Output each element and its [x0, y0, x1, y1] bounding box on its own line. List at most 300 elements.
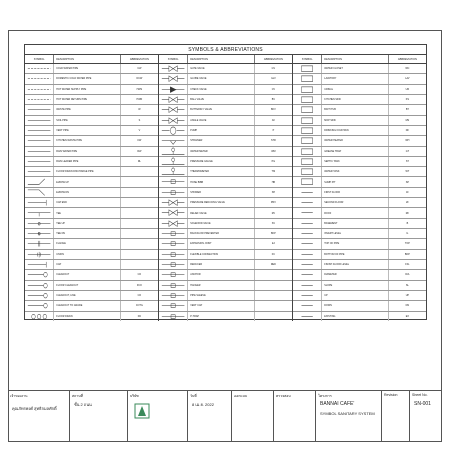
abbreviation-cell: RL	[137, 159, 141, 163]
location-value: ชั้น 2 ถนน	[74, 402, 92, 407]
valve-icon	[159, 208, 187, 217]
abbreviation-cell: UR	[405, 87, 410, 91]
legend-row	[159, 167, 292, 177]
legend-row	[25, 301, 158, 311]
legend-row	[293, 250, 426, 260]
symbol-cell	[25, 188, 54, 197]
abbreviation-cell: FC	[271, 252, 275, 256]
description-cell: SLOPE	[322, 281, 389, 290]
description-cell: INVERT LEVEL	[322, 229, 389, 238]
description-cell: WATER TANK	[322, 167, 389, 176]
symbols-legend-table	[24, 44, 427, 320]
symbol-cell	[25, 208, 54, 217]
legend-row	[25, 177, 158, 187]
legend-rows	[293, 64, 426, 321]
legend-row	[293, 74, 426, 84]
description-cell: P-TRAP	[188, 312, 255, 321]
legend-columns	[25, 55, 426, 321]
description-cell: PUMP	[188, 126, 255, 135]
symbol-cell	[159, 239, 188, 248]
vent-cap-icon	[159, 301, 187, 310]
legend-row	[293, 188, 426, 198]
legend-row	[159, 74, 292, 84]
tb-client-cell	[8, 391, 70, 442]
abbreviation-cell: PRV	[270, 201, 276, 205]
abbreviation-cell: BOP	[404, 252, 410, 256]
description-cell: TEE	[54, 208, 121, 217]
symbol-cell	[25, 239, 54, 248]
description-cell: FLOOR DRAIN	[54, 312, 121, 321]
symbol-cell	[293, 229, 322, 238]
legend-row	[159, 229, 292, 239]
symbol-cell	[293, 116, 322, 125]
hanger-icon	[159, 281, 187, 290]
description-cell: TEE UP	[54, 219, 121, 228]
title-block	[8, 390, 442, 442]
legend-row	[293, 177, 426, 187]
legend-title: SYMBOLS & ABBREVIATIONS	[25, 45, 426, 55]
abbreviation-cell: WM	[271, 149, 276, 153]
symbol-cell	[293, 198, 322, 207]
header-description: DESCRIPTION	[54, 55, 121, 63]
symbol-cell	[159, 219, 188, 228]
abbreviation-cell: TM	[271, 170, 276, 174]
symbol-cell	[293, 219, 322, 228]
company-name: บริษัท	[130, 394, 139, 398]
description-cell: FLANGE	[54, 239, 121, 248]
dashed-line-icon	[25, 85, 53, 94]
description-cell: BASEMENT	[322, 219, 389, 228]
description-cell: EXISTING	[322, 312, 389, 321]
abbreviation-cell: KS	[405, 98, 409, 102]
symbol-cell	[159, 136, 188, 145]
description-cell: BALL VALVE	[188, 95, 255, 104]
legend-row	[25, 260, 158, 270]
legend-row	[293, 116, 426, 126]
shower-icon	[159, 188, 187, 197]
description-cell: ANCHOR	[188, 270, 255, 279]
abbreviation-cell: CW	[137, 67, 142, 71]
tee-up-icon	[25, 219, 53, 228]
abbreviation-cell: SV	[271, 221, 275, 225]
description-cell: BOTTOM OF PIPE	[322, 250, 389, 259]
description-cell: GATE VALVE	[188, 64, 255, 73]
header-symbol: SYMBOL	[293, 55, 322, 63]
abbreviation-cell: UP	[405, 294, 410, 298]
union-icon	[25, 250, 53, 259]
project-label: โครงการ	[318, 394, 332, 398]
legend-row	[159, 105, 292, 115]
column-header	[25, 55, 158, 64]
symbol-cell	[25, 260, 54, 269]
symbol-cell	[293, 126, 322, 135]
description-cell: PRESSURE GAUGE	[188, 157, 255, 166]
symbol-cell	[25, 250, 54, 259]
legend-column	[25, 55, 159, 321]
legend-row	[25, 312, 158, 321]
abbreviation-cell: WT	[405, 170, 410, 174]
text-icon	[293, 198, 321, 207]
symbol-cell	[25, 198, 54, 207]
legend-row	[159, 291, 292, 301]
drawn-label: ออกแบบ	[234, 394, 248, 398]
symbol-cell	[293, 291, 322, 300]
abbreviation-cell	[255, 281, 292, 290]
symbol-cell	[159, 85, 188, 94]
legend-row	[159, 136, 292, 146]
symbol-cell	[159, 105, 188, 114]
symbol-cell	[25, 74, 54, 83]
legend-row	[159, 188, 292, 198]
clean-out-icon	[25, 291, 53, 300]
header-abbreviation: ABBREVIATION	[263, 57, 283, 61]
description-cell: ELBOW DN	[54, 188, 121, 197]
legend-row	[25, 126, 158, 136]
tb-sheet-cell	[410, 391, 442, 442]
abbreviation-cell	[121, 167, 158, 176]
abbreviation-cell: FCO	[136, 283, 142, 287]
legend-row	[293, 260, 426, 270]
sheet-no: SN-001	[414, 401, 431, 407]
abbreviation-cell: DCW	[136, 77, 143, 81]
description-cell: THERMOMETER	[188, 167, 255, 176]
description-cell: CHECK VALVE	[188, 85, 255, 94]
description-cell: VENT PIPE	[54, 126, 121, 135]
abbreviation-cell: CO	[137, 273, 142, 277]
symbol-cell	[25, 136, 54, 145]
legend-row	[25, 208, 158, 218]
description-cell: SUMP PIT	[322, 177, 389, 186]
abbreviation-cell: GV	[271, 67, 276, 71]
text-icon	[293, 188, 321, 197]
description-cell: CLEANOUT TO GRADE	[54, 301, 121, 310]
abbreviation-cell: BV	[271, 98, 275, 102]
symbol-cell	[293, 95, 322, 104]
description-cell: RELIEF VALVE	[188, 208, 255, 217]
abbreviation-cell: MS	[405, 118, 410, 122]
legend-row	[293, 105, 426, 115]
tb-date-cell	[188, 391, 232, 442]
abbreviation-cell: BT	[405, 108, 409, 112]
description-cell: DRINKING FOUNTAIN	[322, 126, 389, 135]
abbreviation-cell	[121, 239, 158, 248]
text-icon	[293, 229, 321, 238]
description-cell: CLEANOUT, LINE	[54, 291, 121, 300]
floor-drain-icon	[25, 312, 53, 321]
header-symbol: SYMBOL	[159, 55, 188, 63]
symbol-cell	[25, 64, 54, 73]
symbol-cell	[159, 301, 188, 310]
legend-row	[293, 239, 426, 249]
symbol-cell	[25, 301, 54, 310]
hose-icon	[159, 177, 187, 186]
text-icon	[293, 291, 321, 300]
symbol-cell	[159, 177, 188, 186]
abbreviation-cell: B	[406, 221, 409, 225]
text-icon	[293, 260, 321, 269]
description-cell: KITCHEN WASTE PIPE	[54, 136, 121, 145]
legend-row	[25, 250, 158, 260]
date-label: วันที่	[190, 394, 197, 398]
trap-icon	[159, 312, 187, 321]
symbol-cell	[159, 74, 188, 83]
abbreviation-cell: IL	[406, 232, 409, 236]
legend-row	[293, 147, 426, 157]
legend-row	[25, 281, 158, 291]
abbreviation-cell: CV	[271, 87, 276, 91]
description-cell: URINAL	[322, 85, 389, 94]
line-icon	[25, 116, 53, 125]
symbol-cell	[293, 177, 322, 186]
symbol-cell	[293, 301, 322, 310]
legend-row	[159, 239, 292, 249]
abbreviation-cell: WH	[405, 139, 410, 143]
abbreviation-cell	[121, 208, 158, 217]
description-cell: CAP	[54, 260, 121, 269]
cap-icon	[25, 260, 53, 269]
symbol-cell	[293, 64, 322, 73]
symbol-cell	[293, 312, 322, 321]
text-icon	[293, 250, 321, 259]
description-cell: GLOBE VALVE	[188, 74, 255, 83]
client-name: คุณภัทรพงศ์ สุทธิกมลศักดิ์	[12, 406, 57, 411]
abbreviation-cell: DN	[405, 304, 410, 308]
symbol-cell	[25, 147, 54, 156]
abbreviation-cell	[121, 250, 158, 259]
symbol-cell	[293, 239, 322, 248]
abbreviation-cell: FD	[137, 314, 141, 318]
description-cell: BACKFLOW PREVENTER	[188, 229, 255, 238]
symbol-cell	[159, 260, 188, 269]
legend-row	[25, 239, 158, 249]
header-abbreviation: ABBREVIATION	[397, 57, 417, 61]
symbol-cell	[293, 147, 322, 156]
clean-out-icon	[25, 281, 53, 290]
elbow-down-icon	[25, 188, 53, 197]
location-label: สถานที่	[72, 394, 83, 398]
symbol-cell	[293, 270, 322, 279]
symbol-cell	[159, 167, 188, 176]
legend-row	[293, 167, 426, 177]
legend-row	[293, 291, 426, 301]
box-icon	[293, 147, 321, 156]
flexible-icon	[159, 250, 187, 259]
abbreviation-cell: HWS	[136, 87, 143, 91]
meter-icon	[159, 147, 187, 156]
line-icon	[25, 136, 53, 145]
reducer-icon	[159, 260, 187, 269]
valve-icon	[159, 198, 187, 207]
legend-row	[25, 116, 158, 126]
symbol-cell	[159, 229, 188, 238]
tb-project-cell	[316, 391, 382, 442]
legend-row	[25, 219, 158, 229]
legend-row	[25, 136, 158, 146]
abbreviation-cell: P	[272, 129, 275, 133]
symbol-cell	[293, 167, 322, 176]
symbol-cell	[25, 167, 54, 176]
abbreviation-cell	[121, 188, 158, 197]
abbreviation-cell: SL	[405, 283, 409, 287]
symbol-cell	[293, 74, 322, 83]
check-label: ตรวจสอบ	[276, 394, 291, 398]
header-description: DESCRIPTION	[188, 55, 255, 63]
legend-row	[159, 126, 292, 136]
legend-row	[159, 198, 292, 208]
abbreviation-cell: AV	[271, 118, 275, 122]
date-value: 8 เม.ย. 2022	[192, 402, 214, 407]
column-header	[293, 55, 426, 64]
text-icon	[293, 239, 321, 248]
symbol-cell	[293, 85, 322, 94]
tb-drawn-cell	[232, 391, 274, 442]
legend-row	[25, 229, 158, 239]
description-cell: HOT WATER RETURN PIPE	[54, 95, 121, 104]
abbreviation-cell: COTG	[135, 304, 143, 308]
description-cell: UNION	[54, 250, 121, 259]
valve-icon	[159, 95, 187, 104]
abbreviation-cell: KW	[137, 139, 142, 143]
legend-row	[293, 85, 426, 95]
symbol-cell	[159, 157, 188, 166]
box-icon	[293, 116, 321, 125]
description-cell: HOSE BIBB	[188, 177, 255, 186]
description-cell: HANGER	[188, 281, 255, 290]
abbreviation-cell: BFV	[271, 108, 276, 112]
text-icon	[293, 208, 321, 217]
description-cell: DIAMETER	[322, 270, 389, 279]
abbreviation-cell: RV	[271, 211, 275, 215]
box-icon	[293, 85, 321, 94]
symbol-cell	[159, 116, 188, 125]
description-cell: PIPE SLEEVE	[188, 291, 255, 300]
box-icon	[293, 167, 321, 176]
description-cell: VENT CAP	[188, 301, 255, 310]
legend-row	[25, 74, 158, 84]
description-cell: ROOF	[322, 208, 389, 217]
box-icon	[293, 126, 321, 135]
sleeve-icon	[159, 291, 187, 300]
description-cell: CLEANOUT	[54, 270, 121, 279]
valve-icon	[159, 74, 187, 83]
description-cell: MOP SINK	[322, 116, 389, 125]
legend-row	[293, 301, 426, 311]
sheet-label: Sheet No.	[412, 393, 428, 397]
symbol-cell	[25, 219, 54, 228]
abbreviation-cell	[121, 260, 158, 269]
elbow-up-icon	[25, 177, 53, 186]
header-abbreviation: ABBREVIATION	[129, 57, 149, 61]
symbol-cell	[293, 105, 322, 114]
abbreviation-cell: DIA	[405, 273, 410, 277]
abbreviation-cell: V	[138, 129, 141, 133]
legend-row	[25, 167, 158, 177]
legend-row	[293, 312, 426, 321]
legend-row	[159, 260, 292, 270]
legend-row	[25, 95, 158, 105]
abbreviation-cell: ST	[405, 159, 409, 163]
symbol-cell	[25, 229, 54, 238]
client-label: เจ้าของงาน	[10, 394, 28, 398]
description-cell: FLEXIBLE CONNECTION	[188, 250, 255, 259]
text-icon	[293, 281, 321, 290]
description-cell: RAIN LEADER PIPE	[54, 157, 121, 166]
backflow-icon	[159, 229, 187, 238]
legend-row	[159, 250, 292, 260]
symbol-cell	[159, 198, 188, 207]
legend-row	[25, 188, 158, 198]
description-cell: ELBOW UP	[54, 177, 121, 186]
description-cell: SOLENOID VALVE	[188, 219, 255, 228]
symbol-cell	[293, 250, 322, 259]
sheet-title: SYMBOL SANITARY SYSTEM	[320, 411, 375, 416]
legend-row	[293, 229, 426, 239]
symbol-cell	[25, 85, 54, 94]
abbreviation-cell: 2F	[405, 201, 409, 205]
description-cell: FINISH FLOOR LEVEL	[322, 260, 389, 269]
symbol-cell	[293, 260, 322, 269]
symbol-cell	[159, 147, 188, 156]
description-cell: DOWN	[322, 301, 389, 310]
legend-row	[293, 126, 426, 136]
description-cell: EXPANSION JOINT	[188, 239, 255, 248]
abbreviation-cell: LAV	[405, 77, 410, 81]
description-cell: FLOOR DRAIN DISCHARGE PIPE	[54, 167, 121, 176]
project-name: BANNAI CAFE'	[320, 401, 355, 407]
column-header	[159, 55, 292, 64]
symbol-cell	[293, 136, 322, 145]
symbol-cell	[159, 270, 188, 279]
symbol-cell	[25, 281, 54, 290]
clean-out-icon	[25, 301, 53, 310]
legend-row	[159, 281, 292, 291]
abbreviation-cell	[255, 312, 292, 321]
abbreviation-cell: EX	[405, 314, 409, 318]
abbreviation-cell: GLV	[271, 77, 276, 81]
symbol-cell	[159, 312, 188, 321]
description-cell: REDUCER	[188, 260, 255, 269]
description-cell: FIRST FLOOR	[322, 188, 389, 197]
thermometer-icon	[159, 167, 187, 176]
legend-row	[25, 85, 158, 95]
abbreviation-cell: S	[138, 118, 141, 122]
abbreviation-cell	[255, 301, 292, 310]
abbreviation-cell	[255, 291, 292, 300]
abbreviation-cell	[121, 177, 158, 186]
line-icon	[25, 126, 53, 135]
legend-row	[159, 85, 292, 95]
description-cell: SOIL PIPE	[54, 116, 121, 125]
legend-row	[25, 157, 158, 167]
dashed-line-icon	[25, 64, 53, 73]
symbol-cell	[159, 208, 188, 217]
abbreviation-cell: BFP	[271, 232, 276, 236]
symbol-cell	[159, 291, 188, 300]
line-icon	[25, 167, 53, 176]
description-cell: FLOOR CLEANOUT	[54, 281, 121, 290]
description-cell: TEE DN	[54, 229, 121, 238]
abbreviation-cell: 1F	[405, 190, 409, 194]
valve-icon	[159, 116, 187, 125]
cap-icon	[25, 198, 53, 207]
legend-row	[293, 157, 426, 167]
tb-company-cell	[128, 391, 188, 442]
tb-location-cell	[70, 391, 128, 442]
legend-row	[25, 64, 158, 74]
text-icon	[293, 312, 321, 321]
clean-out-icon	[25, 270, 53, 279]
description-cell: WATER METER	[188, 147, 255, 156]
